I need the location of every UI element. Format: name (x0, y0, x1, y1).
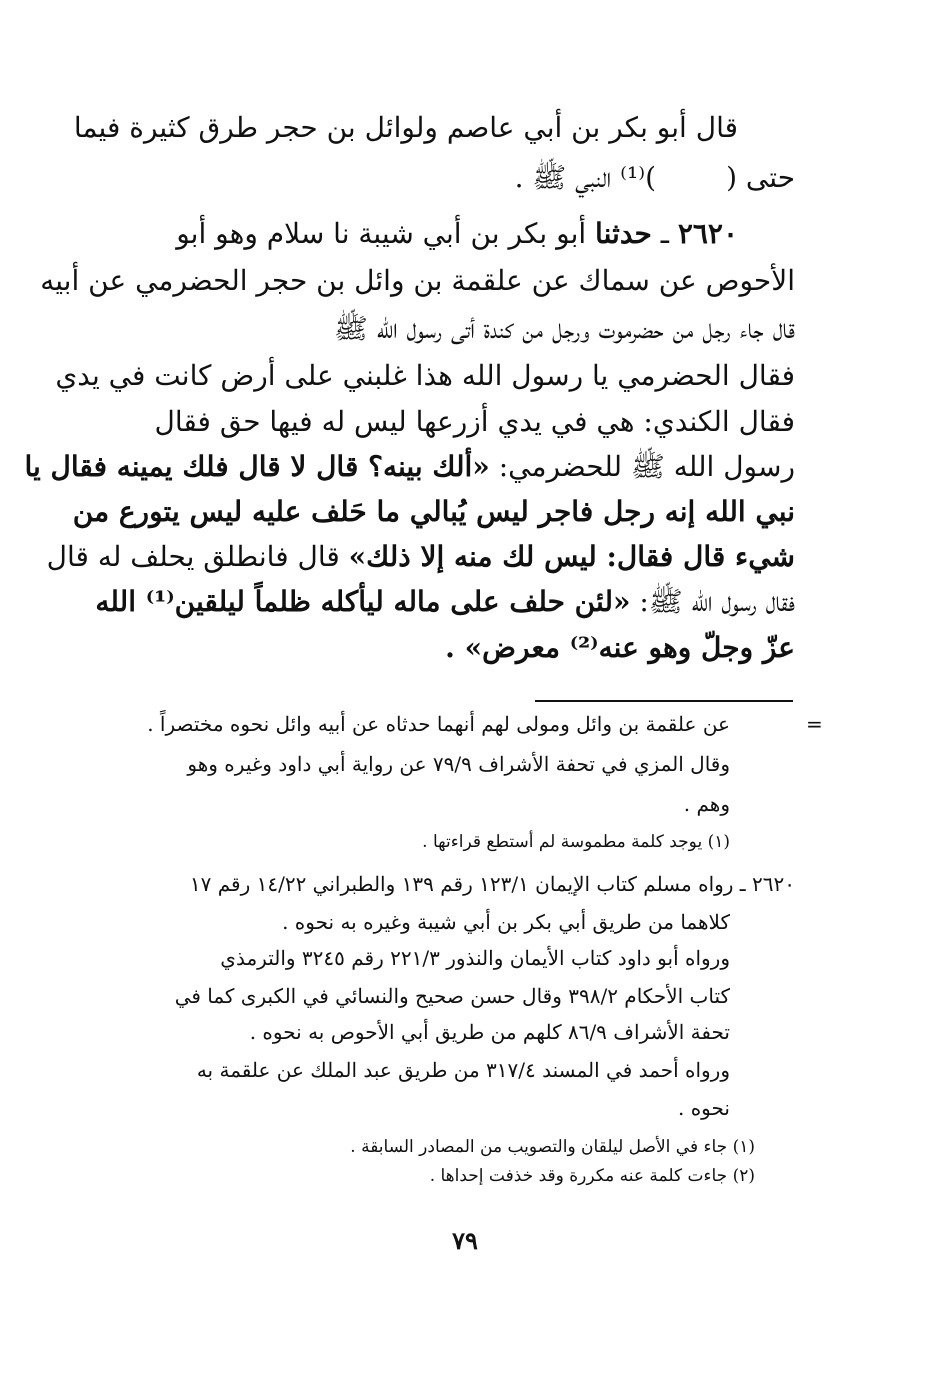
hadith-quote: «ألك بينه؟ قال لا قال فلك يمينه فقال يا (24, 450, 490, 483)
hadith-line-1 (176, 218, 738, 250)
footnote-line (175, 984, 730, 1008)
footnote-text: (٢) جاءت كلمة عنه مكررة وقد خذفت إحداها . (429, 1166, 755, 1186)
footnote-text: كلاهما من طريق أبي بكر بن أبي شيبة وغيره به نحوه . (282, 910, 730, 934)
footnote-text: ٢٦٢٠ ـ رواه مسلم كتاب الإيمان ١٢٣/١ رقم ١٣٩ والطبراني ١٤/٢٢ رقم ١٧ (189, 872, 795, 896)
hadith-line-10 (445, 632, 795, 664)
hadith-text: فقال الكندي: هي في يدي أزرعها ليس له فيها حق فقال (154, 405, 795, 438)
footnote-text: وهم . (683, 792, 730, 816)
intro-line-1 (74, 112, 738, 144)
page-number: ٧٩ (452, 1226, 478, 1255)
hadith-text: أبو بكر بن أبي شيبة نا سلام وهو أبو (176, 217, 596, 250)
footnote-note (350, 1137, 755, 1157)
footnote-separator (535, 700, 793, 702)
hadith-text: الأحوص عن سماك عن علقمة بن وائل بن حجر الحضرمي عن أبيه (40, 264, 795, 297)
footnote-text: نحوه . (677, 1096, 730, 1120)
hadith-line-2 (40, 265, 795, 297)
hadith-quote: نبي الله إنه رجل فاجر ليس يُبالي ما حَلف عليه ليس يتورع من (72, 495, 795, 528)
hadith-text: قال جاء رجل من حضرموت ورجل من كندة أتى رسول الله ﷺ (334, 312, 795, 345)
footnote-note (422, 832, 730, 852)
footnote-text: وقال المزي في تحفة الأشراف ٧٩/٩ عن رواية أبي داود وغيره وهو (187, 752, 730, 776)
footnote-line (282, 910, 730, 934)
hadith-quote: عزّ وجلّ وهو عنه⁽²⁾ معرض» . (445, 631, 795, 664)
footnote-text: عن علقمة بن وائل ومولى لهم أنهما حدثاه عن أبيه وائل نحوه مختصراً . (147, 712, 730, 736)
hadith-line-3 (334, 313, 795, 345)
intro-text: )⁽¹⁾ النبي ﷺ . (514, 161, 657, 194)
footnote-text: (١) جاء في الأصل ليلقان والتصويب من المصادر السابقة . (350, 1137, 755, 1157)
haddathana-word: حدثنا (595, 217, 652, 250)
footnote-text: كتاب الأحكام ٣٩٨/٢ وقال حسن صحيح والنسائي في الكبرى كما في (174, 984, 730, 1008)
intro-text: حتى ( (726, 161, 795, 194)
hadith-line-6 (24, 451, 795, 483)
intro-text: قال أبو بكر بن أبي عاصم ولوائل بن حجر طرق كثيرة فيما (73, 111, 738, 144)
hadith-quote: شيء قال فقال: ليس لك منه إلا ذلك» (348, 540, 795, 573)
hadith-line-8 (47, 541, 795, 573)
hadith-text: فقال الحضرمي يا رسول الله هذا غلبني على أرض كانت في يدي (55, 359, 795, 392)
footnote-text: تحفة الأشراف ٨٦/٩ كلهم من طريق أبي الأحوص به نحوه . (249, 1020, 730, 1044)
hadith-line-9 (95, 586, 795, 618)
footnote-line (190, 872, 795, 896)
footnote-note (430, 1166, 755, 1186)
footnote-text: ورواه أبو داود كتاب الأيمان والنذور ٢٢١/٣ رقم ٣٢٤٥ والترمذي (220, 946, 730, 970)
intro-line-2 (515, 162, 795, 194)
footnote-line (678, 1096, 730, 1120)
footnote-text: ورواه أحمد في المسند ٣١٧/٤ من طريق عبد الملك عن علقمة به (196, 1058, 730, 1082)
footnote-line (197, 1058, 730, 1082)
footnote-line (250, 1020, 730, 1044)
hadith-line-5 (155, 406, 795, 438)
footnote-line (684, 792, 730, 816)
hadith-line-4 (55, 360, 795, 392)
hadith-number: ٢٦٢٠ (677, 217, 738, 250)
hadith-line-7 (73, 496, 795, 528)
continuation-mark: = (806, 712, 823, 736)
hadith-separator: ـ (651, 217, 678, 250)
hadith-text: فقال رسول الله ﷺ: (630, 585, 795, 618)
footnote-line (220, 946, 730, 970)
hadith-quote: «لئن حلف على ماله ليأكله ظلماً ليلقين⁽¹⁾ الله (95, 585, 631, 618)
footnote-line (147, 712, 730, 736)
hadith-text: قال فانطلق يحلف له قال (46, 540, 349, 573)
footnote-line (187, 752, 730, 776)
footnote-text: (١) يوجد كلمة مطموسة لم أستطع قراءتها . (422, 832, 730, 852)
hadith-text: رسول الله ﷺ للحضرمي: (489, 450, 795, 483)
